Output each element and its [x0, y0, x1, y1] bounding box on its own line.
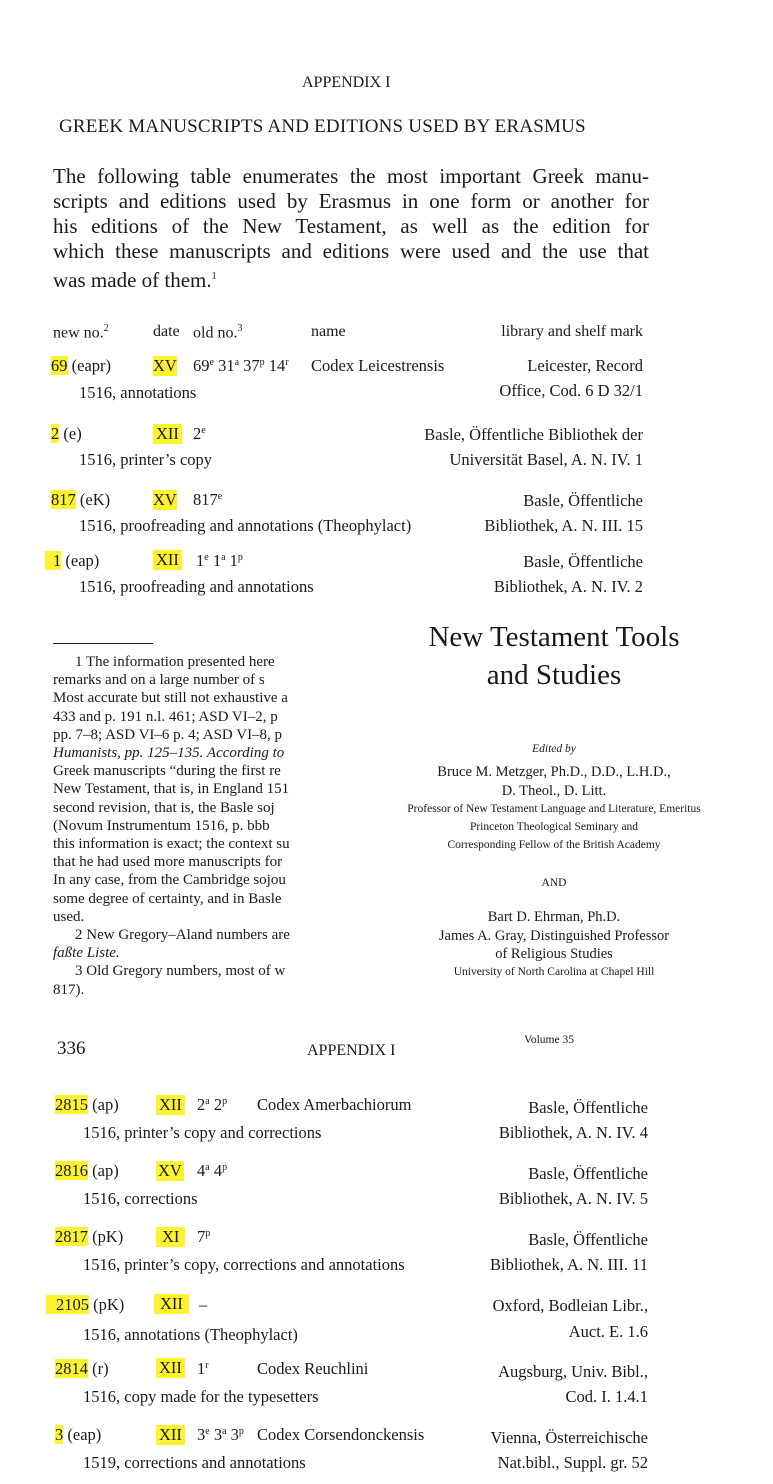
footnote-line: Most accurate but still not exhaustive a	[53, 690, 288, 707]
footnote-line: pp. 7–8; ASD VI–6 p. 4; ASD VI–8, p	[53, 726, 283, 743]
ms-old-no: 3e 3$^a$ 3$^p$	[197, 1425, 244, 1444]
ms-date: XII	[153, 424, 182, 444]
ms-old-no: 2e	[193, 424, 206, 443]
ms-shelfmark: Bibliothek, A. N. III. 11	[490, 1255, 648, 1274]
footnote-line: this information is exact; the context su	[53, 836, 290, 853]
ms-shelfmark: Nat.bibl., Suppl. gr. 52	[497, 1453, 648, 1472]
table-row	[51, 356, 111, 376]
intro-line: scripts and editions used by Erasmus in one form or another for	[53, 189, 649, 213]
series-title-line1: New Testament Tools	[428, 621, 680, 653]
ms-use: 1516, proofreading and annotations (Theophylact)	[79, 516, 412, 535]
footnote-line: 817).	[53, 981, 85, 998]
table-row	[55, 1359, 109, 1379]
edited-by: Edited by	[532, 743, 576, 755]
ms-type: (eK)	[79, 490, 111, 509]
ms-number: 2	[51, 424, 60, 443]
ms-date: XII	[156, 1425, 185, 1445]
editor-title: Professor of New Testament Language and Literature, Emeritus	[407, 803, 701, 815]
ms-shelfmark: Auct. E. 1.6	[568, 1322, 648, 1341]
ms-library: Basle, Öffentliche Bibliothek der	[424, 425, 643, 444]
ms-date: XV	[153, 490, 177, 509]
ms-use: 1516, proofreading and annotations	[79, 577, 314, 596]
footnote-ref[interactable]: 1	[211, 271, 217, 282]
ms-old-no: 4$^a$ 4$^p$	[197, 1161, 228, 1180]
footnote-line: second revision, that is, the Basle soj	[53, 799, 275, 816]
series-title-line2: and Studies	[486, 659, 622, 691]
ms-library: Leicester, Record	[527, 356, 643, 375]
ms-old-no: 817e	[193, 490, 223, 509]
footnote-rule	[53, 643, 153, 644]
ms-type: (ap)	[92, 1161, 119, 1180]
footnote-line: that he had used more manuscripts for	[53, 854, 283, 871]
col-name: name	[311, 323, 346, 340]
ms-number: 817	[51, 490, 76, 509]
ms-shelfmark: Office, Cod. 6 D 32/1	[499, 381, 643, 400]
editor-affiliation: Princeton Theological Seminary and	[469, 821, 639, 833]
ms-date: XI	[156, 1227, 185, 1247]
ms-shelfmark: Universität Basel, A. N. IV. 1	[449, 450, 643, 469]
intro-line: which these manuscripts and editions were used and the use that	[53, 239, 649, 263]
ms-use: 1516, corrections	[83, 1189, 198, 1208]
table-row	[55, 1095, 119, 1115]
ms-date: XII	[154, 1294, 189, 1314]
footnote-line: 3 Old Gregory numbers, most of w	[75, 963, 286, 980]
ms-number: 2814	[55, 1359, 88, 1378]
ms-library: Augsburg, Univ. Bibl.,	[498, 1362, 648, 1381]
ms-type: (eap)	[67, 1425, 102, 1444]
ms-number: 2817	[55, 1227, 88, 1246]
col-date: date	[153, 323, 180, 340]
col-old-no: old no.$^3$	[193, 323, 243, 342]
editor-name: Bruce M. Metzger, Ph.D., D.D., L.H.D.,	[437, 764, 671, 780]
footnote-line: Humanists, pp. 125–135. According to	[53, 745, 285, 762]
ms-old-no: 1$^r$	[197, 1359, 209, 1378]
footnote-line: (Novum Instrumentum 1516, p. bbb	[53, 817, 270, 834]
footnote-line: Greek manuscripts “during the first re	[53, 763, 281, 780]
ms-library: Oxford, Bodleian Libr.,	[492, 1296, 648, 1315]
footnote-line: remarks and on a large number of s	[53, 672, 265, 689]
ms-type: (pK)	[93, 1295, 125, 1314]
footnote-line: faßte Liste.	[53, 945, 120, 962]
and-separator: AND	[541, 877, 567, 889]
running-head: APPENDIX I	[302, 74, 391, 91]
ms-type: (r)	[92, 1359, 109, 1378]
ms-date: XV	[158, 1161, 182, 1180]
volume-number: Volume 35	[524, 1034, 574, 1046]
ms-number: 2105	[46, 1295, 89, 1314]
ms-use: 1516, annotations (Theophylact)	[83, 1325, 298, 1344]
ms-number: 69	[51, 356, 68, 375]
ms-number: 3	[55, 1425, 64, 1444]
ms-shelfmark: Bibliothek, A. N. IV. 2	[493, 577, 643, 596]
ms-library: Basle, Öffentliche	[528, 1098, 648, 1117]
ms-type: (ap)	[92, 1095, 119, 1114]
ms-date: XII	[156, 1358, 185, 1378]
ms-date: XV	[153, 356, 177, 375]
footnotes	[53, 653, 345, 999]
ms-date: XII	[156, 1095, 185, 1115]
table-row	[51, 424, 82, 444]
ms-old-no: –	[199, 1295, 208, 1314]
ms-type: (eapr)	[71, 356, 112, 375]
editor-affiliation: Corresponding Fellow of the British Academy	[447, 839, 661, 851]
ms-number: 1	[45, 551, 61, 570]
table-row	[55, 1227, 123, 1247]
ms-use: 1516, printer’s copy, corrections and annotations	[83, 1255, 405, 1274]
ms-use: 1516, printer’s copy	[79, 450, 213, 469]
footnote-line: some degree of certainty, and in Basle	[53, 890, 282, 907]
ms-name: Codex Leicestrensis	[311, 356, 445, 375]
col-new-no: new no.$^2$	[53, 323, 109, 342]
ms-type: (eap)	[65, 551, 100, 570]
ms-shelfmark: Bibliothek, A. N. III. 15	[484, 516, 643, 535]
intro-line-last: was made of them.$^1$	[53, 268, 217, 292]
ms-old-no: 69e 31$^a$ 37$^p$ 14$^r$	[193, 356, 289, 375]
ms-date: XII	[153, 550, 182, 570]
ms-name: Codex Corsendonckensis	[257, 1425, 425, 1444]
ms-use: 1519, corrections and annotations	[83, 1453, 306, 1472]
editor-title: of Religious Studies	[495, 946, 613, 962]
ms-use: 1516, printer’s copy and corrections	[83, 1123, 322, 1142]
footnote-line: New Testament, that is, in England 151	[53, 781, 290, 798]
ms-shelfmark: Cod. I. 1.4.1	[565, 1387, 648, 1406]
intro-line: his editions of the New Testament, as well as the edition for	[53, 214, 649, 238]
editor-degrees: D. Theol., D. Litt.	[501, 783, 607, 799]
ms-old-no: 7$^p$	[197, 1227, 211, 1246]
ms-shelfmark: Bibliothek, A. N. IV. 4	[498, 1123, 648, 1142]
ms-name: Codex Reuchlini	[257, 1359, 369, 1378]
ms-number: 2815	[55, 1095, 88, 1114]
ms-library: Basle, Öffentliche	[523, 552, 643, 571]
table-row	[55, 1425, 101, 1445]
intro-line: The following table enumerates the most important Greek manu-	[53, 164, 649, 188]
table-row	[45, 551, 99, 571]
ms-library: Basle, Öffentliche	[523, 491, 643, 510]
ms-use: 1516, copy made for the typesetters	[83, 1387, 319, 1406]
intro-paragraph	[53, 164, 649, 293]
table-row	[46, 1295, 124, 1315]
editor-affiliation: University of North Carolina at Chapel Hill	[453, 966, 655, 978]
footnote-line: 1 The information presented here	[75, 654, 275, 670]
page-title: GREEK MANUSCRIPTS AND EDITIONS USED BY ERASMUS	[59, 116, 586, 137]
footnote-line: 2 New Gregory–Aland numbers are	[75, 927, 290, 944]
editor-title: James A. Gray, Distinguished Professor	[438, 928, 670, 944]
ms-old-no: 2$^a$ 2$^p$	[197, 1095, 228, 1114]
ms-shelfmark: Bibliothek, A. N. IV. 5	[498, 1189, 648, 1208]
footnote-line: 433 and p. 191 n.l. 461; ASD VI–2, p	[53, 708, 278, 725]
ms-type: (pK)	[92, 1227, 124, 1246]
ms-name: Codex Amerbachiorum	[257, 1095, 412, 1114]
ms-use: 1516, annotations	[79, 383, 197, 402]
ms-old-no: 1e 1$^a$ 1$^p$	[196, 551, 243, 570]
footnote-line: In any case, from the Cambridge sojou	[53, 872, 286, 889]
running-head: APPENDIX I	[307, 1042, 396, 1057]
table-row	[55, 1161, 119, 1181]
table-row	[51, 490, 110, 510]
ms-library: Basle, Öffentliche	[528, 1230, 648, 1249]
ms-number: 2816	[55, 1161, 88, 1180]
ms-library: Vienna, Österreichische	[490, 1428, 648, 1447]
page-number: 336	[57, 1038, 86, 1059]
footnote-line: used.	[53, 908, 85, 925]
ms-library: Basle, Öffentliche	[528, 1164, 648, 1183]
col-library: library and shelf mark	[501, 323, 643, 340]
ms-type: (e)	[63, 424, 82, 443]
editor-name: Bart D. Ehrman, Ph.D.	[487, 909, 621, 925]
